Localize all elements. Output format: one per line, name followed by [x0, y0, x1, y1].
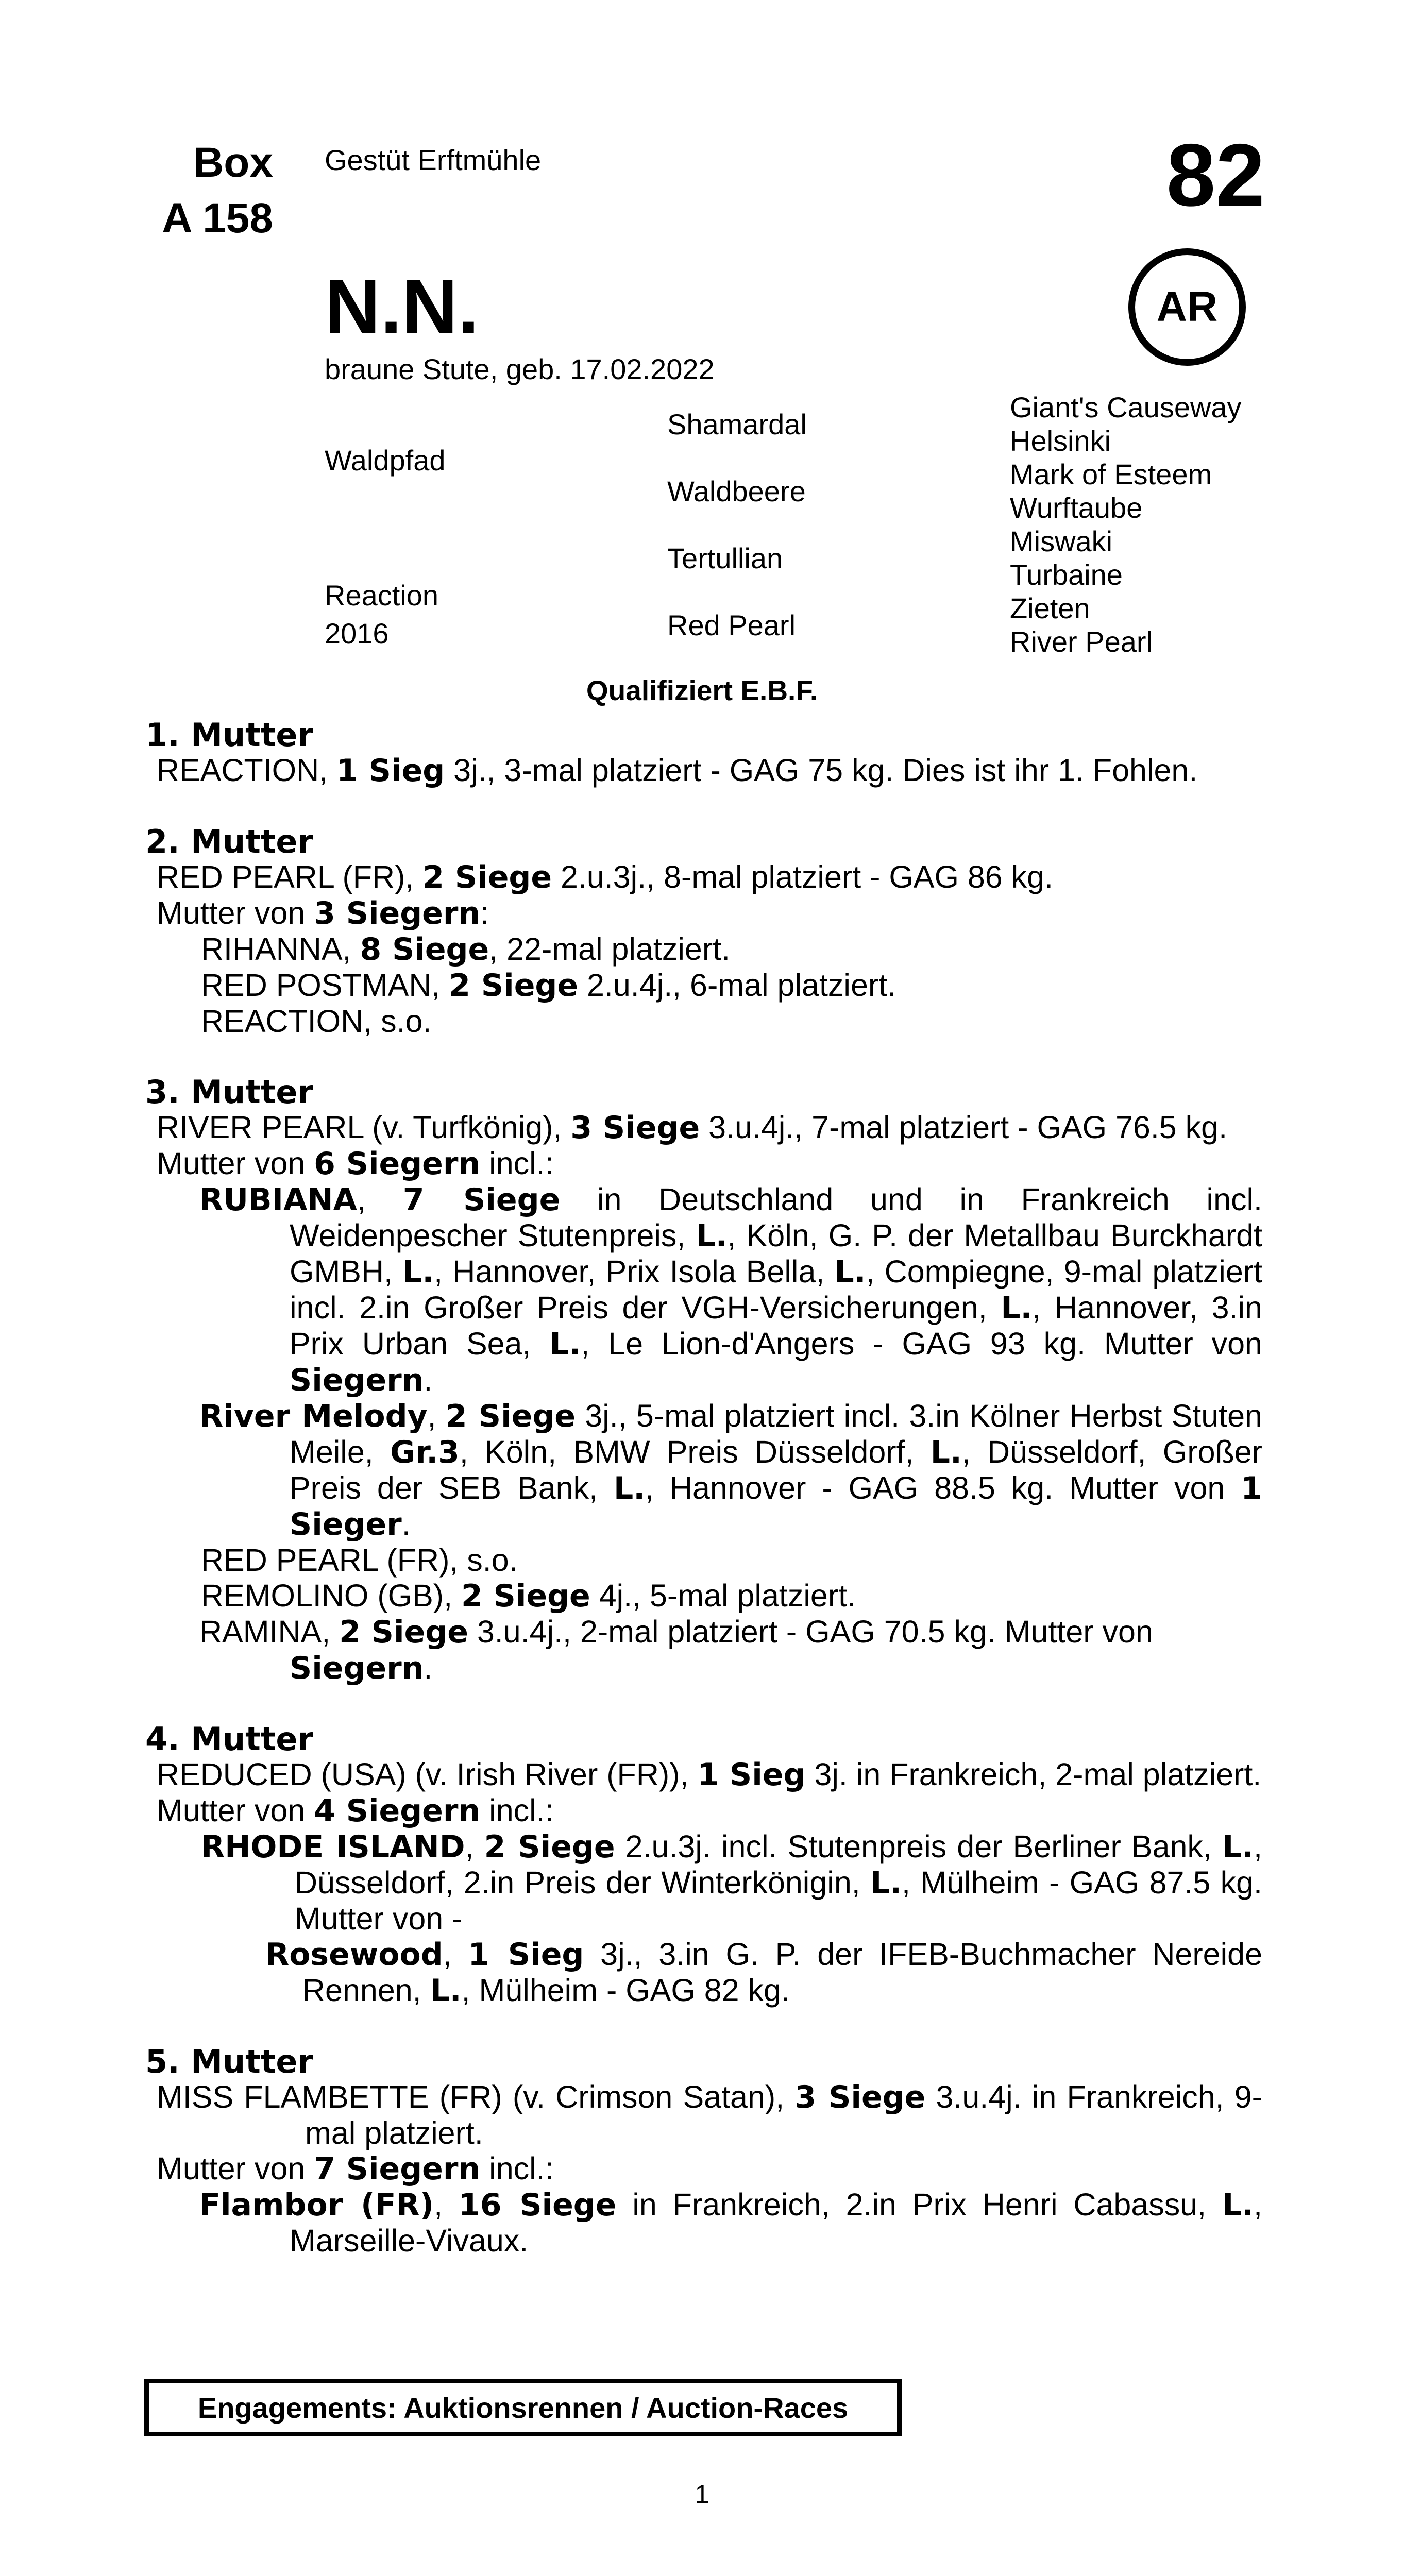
offspring-name: RAMINA, — [199, 1614, 340, 1649]
pedigree-grandparent: Shamardal — [667, 408, 807, 440]
offspring-entry — [145, 931, 1262, 968]
dam5-heading: 5. Mutter — [145, 2043, 314, 2080]
dam4-wins: 1 Sieg — [697, 1757, 806, 1793]
offspring-text: , Hannover, 3.in Prix Urban Sea, — [290, 1290, 1262, 1361]
offspring-text: . — [424, 1650, 433, 1685]
offspring-wins: 7 Siege — [402, 1182, 561, 1218]
dam1-wins: 1 Sieg — [336, 753, 445, 789]
pedigree-great-grandparent: Helsinki — [1010, 425, 1111, 457]
box-code: A 158 — [162, 195, 273, 242]
pedigree-great-grandparent: Turbaine — [1010, 558, 1123, 591]
listed-badge: L. — [1001, 1290, 1033, 1326]
listed-badge: L. — [549, 1326, 581, 1362]
offspring-text: 3.u.4j., 2-mal platziert - GAG 70.5 kg. Mutter von — [468, 1614, 1153, 1649]
dam3-wins: 3 Siege — [570, 1110, 700, 1146]
breeder-name: Gestüt Erftmühle — [325, 144, 542, 176]
dam1-record — [145, 753, 1262, 789]
offspring-wins: 2 Siege — [339, 1614, 468, 1650]
dam5-name: MISS FLAMBETTE (FR) (v. Crimson Satan), — [157, 2079, 795, 2114]
mother-of-label: Mutter von — [157, 2151, 314, 2186]
ar-badge — [1128, 248, 1246, 366]
box-number — [139, 135, 273, 246]
offspring-text: , Köln, G. P. der Metallbau Burckhardt GMBH, — [290, 1218, 1262, 1289]
pedigree-great-grandparents — [1010, 391, 1242, 658]
offspring-name: RHODE ISLAND — [201, 1829, 465, 1865]
offspring-entry-rhode-island: RHODE ISLAND, 2 Siege 2.u.3j. incl. Stutenpreis der Berliner Bank, L., Düsseldorf, 2.in Preis der Winterkönigin, L., Mülheim - GAG 87.5 kg. Mutter von - — [201, 1829, 1262, 1936]
dam4-winner-count: 4 Siegern — [314, 1793, 481, 1829]
dam2-name: RED PEARL (FR), — [157, 859, 423, 894]
offspring-text: 2.u.4j., 6-mal platziert. — [578, 968, 896, 1003]
pedigree-dam-year: 2016 — [325, 617, 389, 650]
dam4-mother-of — [145, 1793, 1262, 1829]
offspring-wins: 2 Siege — [461, 1578, 590, 1614]
offspring-text: , Düsseldorf, 2.in Preis der Winterkönigin, — [295, 1829, 1262, 1900]
offspring-name: River Melody — [199, 1398, 428, 1434]
dam2-text: 2.u.3j., 8-mal platziert - GAG 86 kg. — [552, 859, 1054, 894]
engagements-box — [144, 2379, 902, 2436]
offspring-text: , Köln, BMW Preis Düsseldorf, — [459, 1434, 931, 1469]
dam3-winner-count: 6 Siegern — [314, 1146, 481, 1182]
offspring-name: RED POSTMAN, — [201, 968, 449, 1003]
pedigree-great-grandparent: Wurftaube — [1010, 492, 1143, 524]
horse-name: N.N. — [325, 263, 479, 350]
pedigree-dam: Reaction — [325, 579, 439, 612]
dam3-heading: 3. Mutter — [145, 1073, 314, 1111]
offspring-name: REACTION, s.o. — [201, 1004, 432, 1039]
listed-badge: L. — [402, 1254, 434, 1290]
pedigree-grandparent: Waldbeere — [667, 475, 806, 507]
mother-of-suffix: incl.: — [480, 1146, 554, 1181]
dam4-text: 3j. in Frankreich, 2-mal platziert. — [805, 1757, 1262, 1792]
offspring-name: RIHANNA, — [201, 931, 360, 967]
offspring-name: REMOLINO (GB), — [201, 1578, 461, 1613]
dam5-text: 3.u.4j. in Frankreich, 9-mal platziert. — [305, 2079, 1262, 2150]
dam2-wins: 2 Siege — [422, 859, 552, 895]
mother-of-label: Mutter von — [157, 1146, 314, 1181]
offspring-text: 4j., 5-mal platziert. — [590, 1578, 856, 1613]
pedigree-great-grandparent: River Pearl — [1010, 625, 1153, 658]
offspring-text: 3j., 5-mal platziert incl. 3.in Kölner Herbst Stuten Meile, — [290, 1398, 1262, 1469]
offspring-wins: 2 Siege — [445, 1398, 576, 1434]
listed-badge: L. — [930, 1434, 962, 1470]
listed-badge: L. — [696, 1218, 728, 1254]
winners-label: Siegern — [290, 1650, 424, 1686]
dam5-record — [145, 2079, 1262, 2151]
offspring-text: , 22-mal platziert. — [489, 931, 731, 967]
offspring-text: , Hannover, Prix Isola Bella, — [434, 1254, 835, 1289]
offspring-entry — [145, 1543, 1262, 1578]
dam4-name: REDUCED (USA) (v. Irish River (FR)), — [157, 1757, 698, 1792]
dam3-text: 3.u.4j., 7-mal platziert - GAG 76.5 kg. — [700, 1110, 1228, 1145]
offspring-text: , Düsseldorf, Großer Preis der SEB Bank, — [290, 1434, 1262, 1505]
pedigree-grandparent: Tertullian — [667, 542, 783, 574]
offspring-wins: 8 Siege — [360, 931, 489, 968]
pedigree-great-grandparent: Zieten — [1010, 592, 1090, 624]
offspring-wins: 1 Sieg — [468, 1937, 584, 1973]
dam5-winner-count: 7 Siegern — [314, 2151, 481, 2187]
mother-of-label: Mutter von — [157, 1793, 314, 1828]
dam5-wins: 3 Siege — [794, 2079, 926, 2115]
qualification: Qualifiziert E.B.F. — [586, 674, 818, 706]
offspring-wins: 2 Siege — [449, 968, 579, 1004]
listed-badge: L. — [613, 1470, 646, 1506]
dam4-record — [145, 1757, 1262, 1793]
dam2-mother-of — [145, 895, 1262, 931]
offspring-name: Rosewood — [265, 1937, 443, 1973]
offspring-entry-river-melody: River Melody, 2 Siege 3j., 5-mal platziert incl. 3.in Kölner Herbst Stuten Meile, Gr.3, Köln, BMW Preis Düsseldorf, L., Düsseldorf, Großer Preis der SEB Bank, L., Hannover - GAG 88.5 kg. Mutter von 1 Sieger. — [199, 1398, 1262, 1543]
dam2-heading: 2. Mutter — [145, 823, 314, 860]
engagements-label: Engagements: Auktionsrennen / Auction-Races — [197, 2391, 849, 2424]
offspring-entry-rubiana: RUBIANA, 7 Siege in Deutschland und in Frankreich incl. Weidenpescher Stutenpreis, L., Köln, G. P. der Metallbau Burckhardt GMBH, L., Hannover, Prix Isola Bella, L., Compiegne, 9-mal platziert incl. 2.in Großer Preis der VGH-Versicherungen, L., Hannover, 3.in Prix Urban Sea, L., Le Lion-d'Angers - GAG 93 kg. Mutter von Siegern. — [199, 1182, 1263, 1398]
dam1-name: REACTION, — [157, 753, 337, 788]
page-number: 1 — [695, 2480, 709, 2509]
pedigree-great-grandparent: Giant's Causeway — [1010, 391, 1242, 423]
offspring-wins: 16 Siege — [459, 2187, 617, 2223]
offspring-text: , Le Lion-d'Angers - GAG 93 kg. Mutter von — [581, 1326, 1262, 1361]
offspring-entry — [145, 1614, 1262, 1686]
dam5-mother-of — [145, 2151, 1262, 2187]
dam3-mother-of — [145, 1146, 1262, 1182]
lot-number: 82 — [1166, 126, 1265, 225]
dam4-heading: 4. Mutter — [145, 1720, 314, 1758]
listed-badge: L. — [1222, 1829, 1254, 1865]
dam2-winner-count: 3 Siegern — [314, 895, 481, 931]
offspring-name: RED PEARL (FR), s.o. — [201, 1543, 518, 1578]
dam3-record — [145, 1110, 1262, 1146]
family-section — [145, 717, 1262, 2259]
offspring-entry-flambor: Flambor (FR), 16 Siege in Frankreich, 2.in Prix Henri Cabassu, L., Marseille-Vivaux. — [199, 2187, 1262, 2258]
dam3-name: RIVER PEARL (v. Turfkönig), — [157, 1110, 571, 1145]
offspring-entry — [145, 1004, 1262, 1039]
listed-badge: L. — [1222, 2187, 1254, 2223]
winners-label: Siegern — [290, 1362, 424, 1398]
offspring-name: RUBIANA — [199, 1182, 358, 1218]
offspring-text: , Compiegne, 9-mal platziert incl. 2.in Großer Preis der VGH-Versicherungen, — [290, 1254, 1263, 1325]
pedigree-great-grandparent: Mark of Esteem — [1010, 458, 1212, 490]
offspring-text: , Hannover - GAG 88.5 kg. Mutter von — [645, 1470, 1241, 1505]
offspring-text: 3j., 3.in G. P. der IFEB-Buchmacher Nereide Rennen, — [302, 1937, 1262, 2008]
box-label: Box — [193, 139, 273, 186]
listed-badge: L. — [834, 1254, 866, 1290]
dam2-record — [145, 859, 1262, 895]
offspring-text: , Mülheim - GAG 87.5 kg. Mutter von - — [295, 1865, 1262, 1936]
mother-of-label: Mutter von — [157, 895, 314, 930]
mother-of-suffix: incl.: — [480, 2151, 554, 2186]
horse-description: braune Stute, geb. 17.02.2022 — [325, 353, 715, 385]
dam1-text: 3j., 3-mal platziert - GAG 75 kg. Dies ist ihr 1. Fohlen. — [445, 753, 1198, 788]
pedigree-sire: Waldpfad — [325, 444, 446, 477]
offspring-name: Flambor (FR) — [199, 2187, 434, 2223]
listed-badge: L. — [870, 1865, 902, 1901]
pedigree-grandparent: Red Pearl — [667, 609, 796, 641]
offspring-text: . — [424, 1362, 433, 1397]
offspring-wins: 2 Siege — [484, 1829, 615, 1865]
listed-badge: L. — [430, 1973, 462, 2009]
mother-of-suffix: incl.: — [480, 1793, 554, 1828]
offspring-entry — [145, 1578, 1262, 1614]
offspring-entry — [145, 968, 1262, 1004]
ar-badge-label: AR — [1156, 283, 1218, 330]
offspring-text: , Marseille-Vivaux. — [290, 2187, 1262, 2258]
dam1-heading: 1. Mutter — [145, 716, 314, 754]
group-badge: Gr.3 — [390, 1434, 460, 1470]
offspring-text: 2.u.3j. incl. Stutenpreis der Berliner Bank, — [615, 1829, 1223, 1864]
mother-of-suffix: : — [480, 895, 489, 930]
offspring-text: in Frankreich, 2.in Prix Henri Cabassu, — [616, 2187, 1223, 2222]
offspring-entry-rosewood: Rosewood, 1 Sieg 3j., 3.in G. P. der IFEB-Buchmacher Nereide Rennen, L., Mülheim - GAG 82 kg. — [265, 1937, 1262, 2009]
offspring-text: in Deutschland und in Frankreich incl. Weidenpescher Stutenpreis, — [290, 1182, 1262, 1253]
winners-label: 1 Sieger — [290, 1470, 1262, 1543]
offspring-text: . — [401, 1506, 411, 1541]
offspring-text: , Mülheim - GAG 82 kg. — [461, 1973, 790, 2008]
pedigree-great-grandparent: Miswaki — [1010, 525, 1113, 557]
